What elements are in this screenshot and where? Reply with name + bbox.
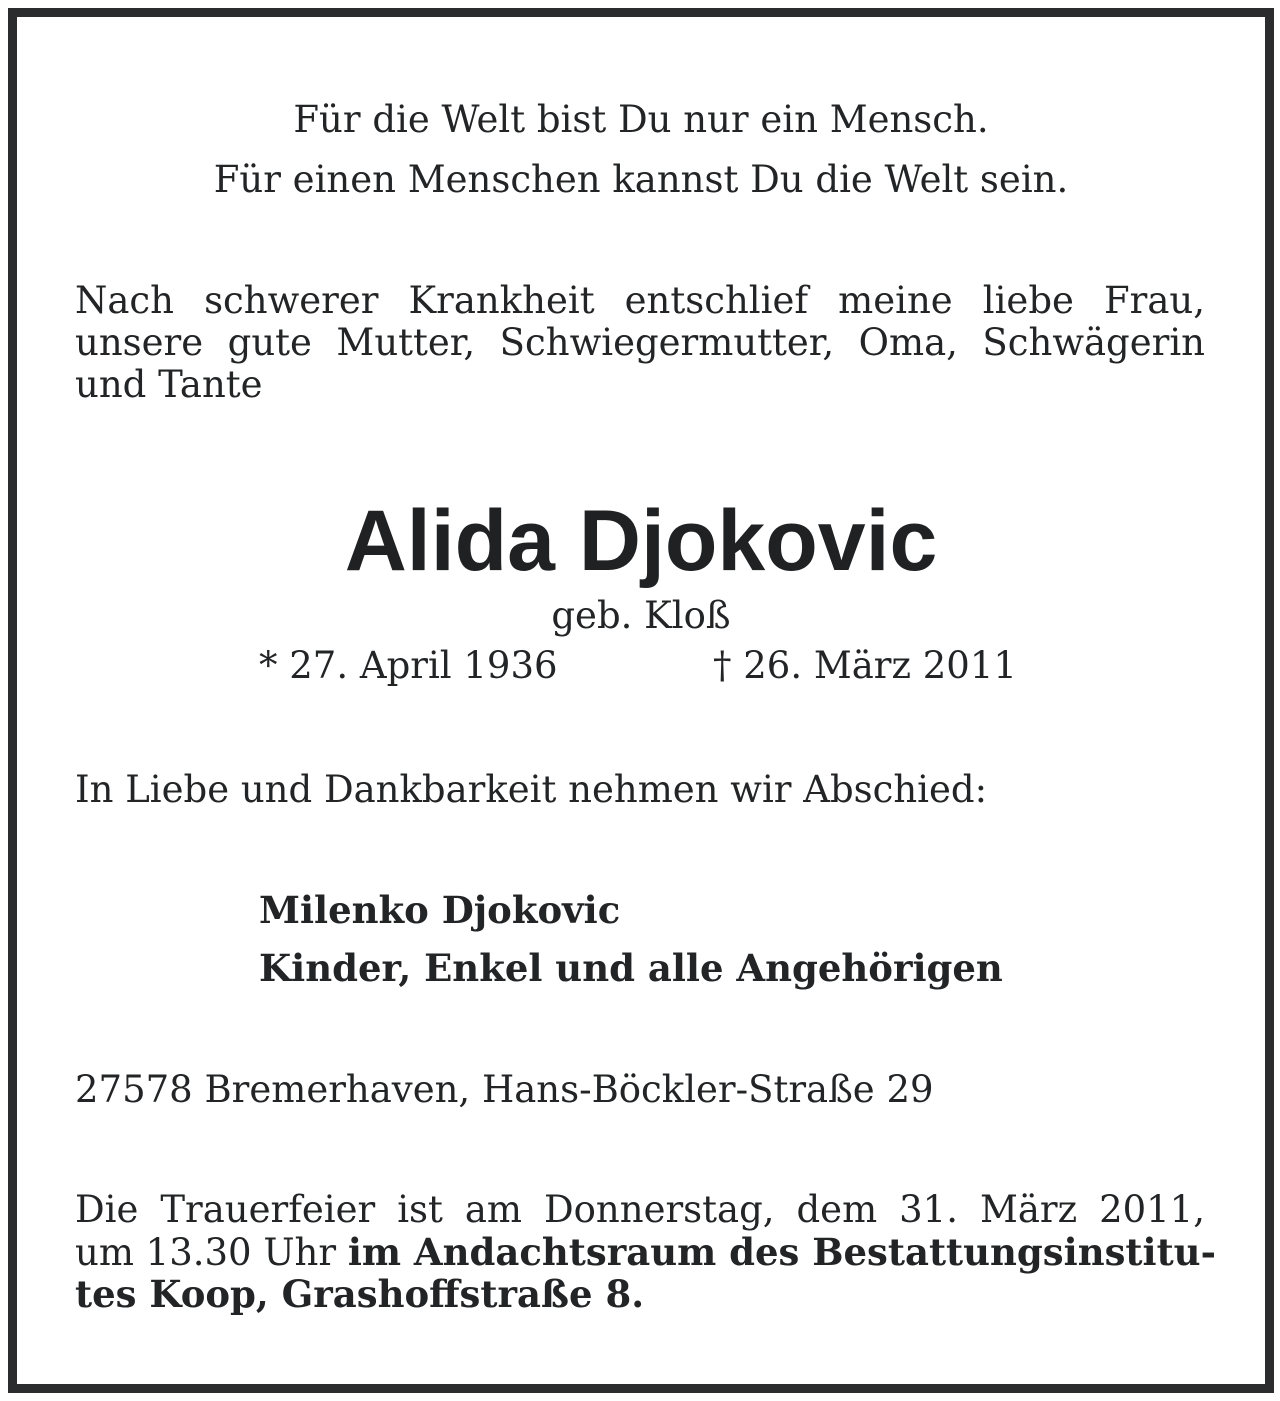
- ceremony-line-2: [75, 1230, 1216, 1274]
- intro-paragraph: [75, 280, 1205, 406]
- death-date: † 26. März 2011: [713, 644, 1017, 687]
- intro-line-3: und Tante: [75, 363, 263, 406]
- intro-line-2: unsere gute Mutter, Schwiegermutter, Oma, Schwägerin: [75, 321, 1205, 364]
- motto-line-2: Für einen Menschen kannst Du die Welt sein.: [213, 158, 1069, 201]
- ceremony-location-start: im Andachtsraum des Bestattungsinstitu-: [347, 1230, 1216, 1274]
- mourner-line-1: Milenko Djokovic: [259, 888, 621, 932]
- motto-line-1: Für die Welt bist Du nur ein Mensch.: [293, 98, 989, 141]
- deceased-name: Alida Djokovic: [344, 493, 938, 589]
- mourner-line-2: Kinder, Enkel und alle Angehörigen: [259, 946, 1003, 990]
- ceremony-time: um 13.30 Uhr: [75, 1231, 337, 1274]
- birth-name: geb. Kloß: [551, 594, 731, 637]
- ceremony-paragraph: [75, 1188, 1216, 1316]
- ceremony-line-3: tes Koop, Grashoffstraße 8.: [75, 1272, 645, 1316]
- farewell-text: In Liebe und Dankbarkeit nehmen wir Abschied:: [75, 768, 988, 811]
- birth-date: * 27. April 1936: [259, 644, 558, 687]
- address: 27578 Bremerhaven, Hans-Böckler-Straße 29: [75, 1068, 934, 1111]
- ceremony-line-1: Die Trauerfeier ist am Donnerstag, dem 31. März 2011,: [75, 1188, 1205, 1231]
- intro-line-1: Nach schwerer Krankheit entschlief meine liebe Frau,: [75, 279, 1205, 322]
- obituary-notice: [8, 8, 1274, 1393]
